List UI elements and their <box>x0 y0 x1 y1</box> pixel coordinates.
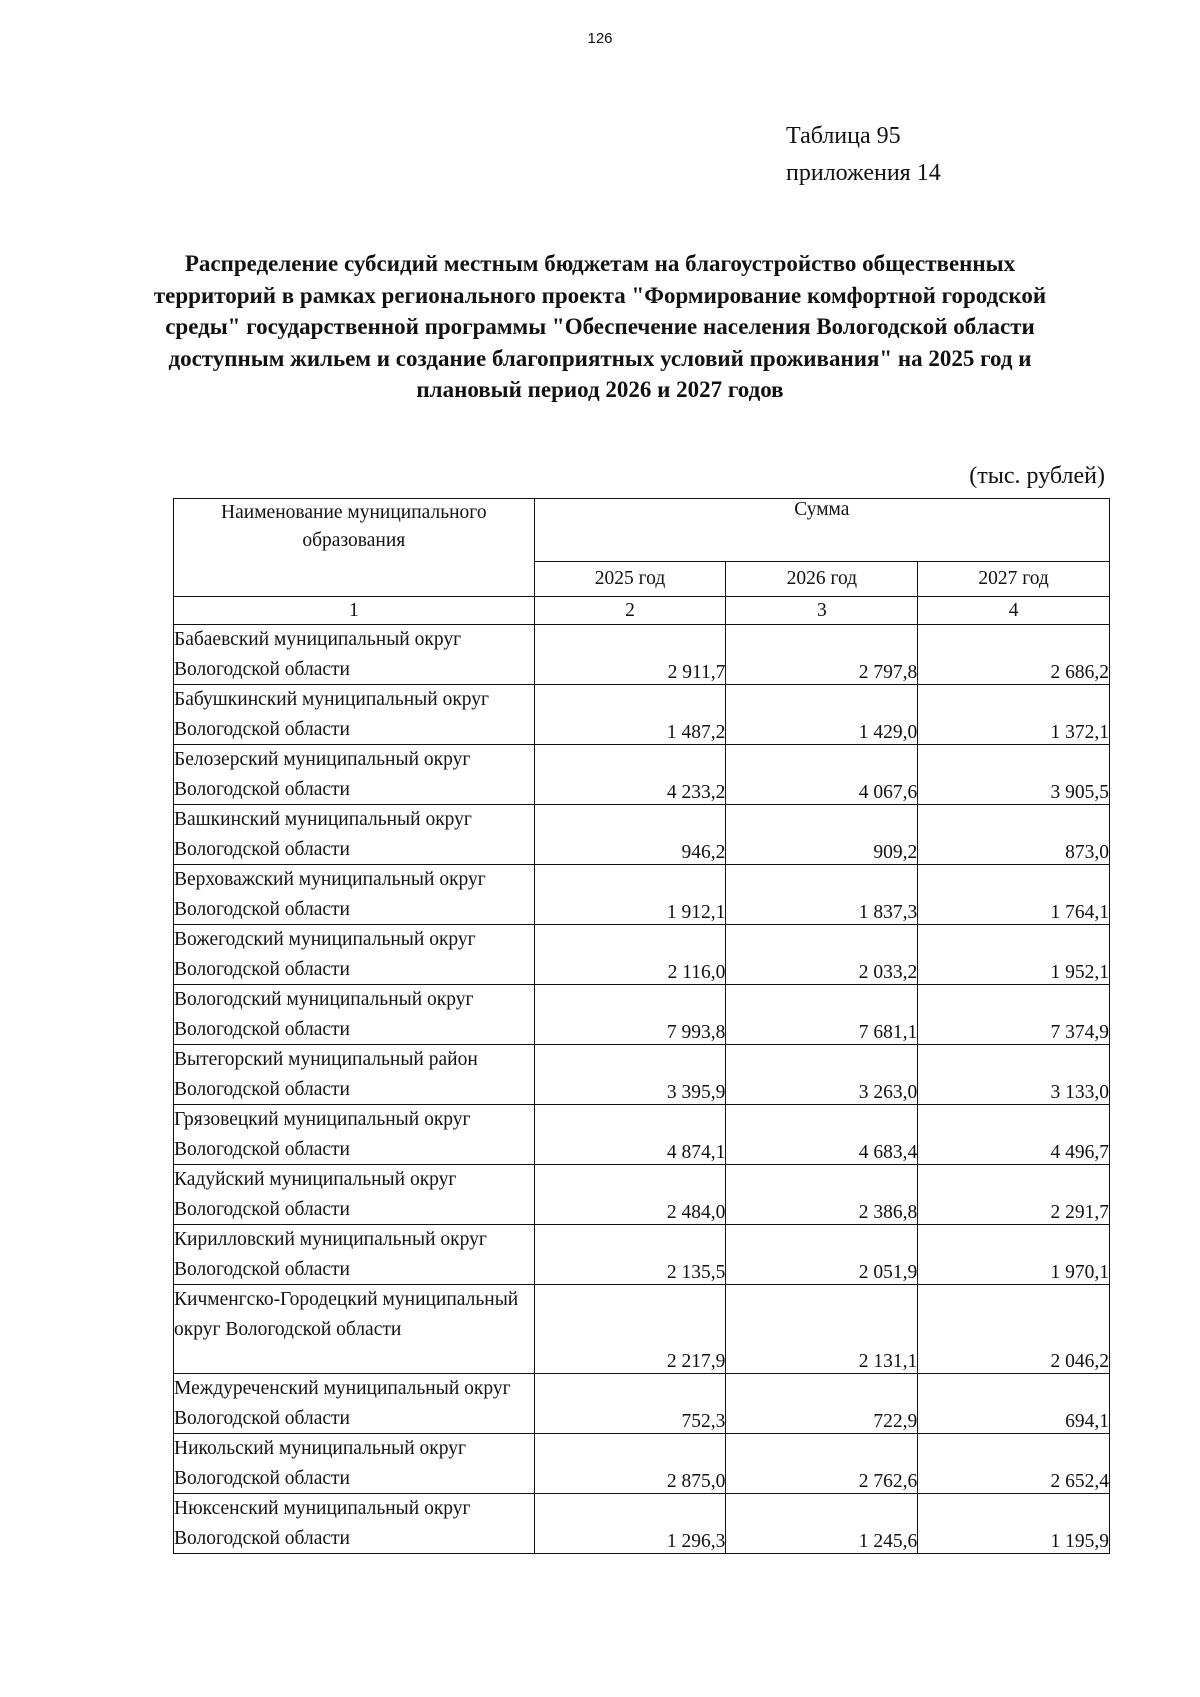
value-2027: 1 764,1 <box>918 865 1110 925</box>
value-2025: 3 395,9 <box>534 1045 726 1105</box>
municipality-name: Кадуйский муниципальный округ Вологодской области <box>174 1165 535 1225</box>
table-row <box>174 985 1110 1045</box>
municipality-name: Белозерский муниципальный округ Вологодской области <box>174 745 535 805</box>
value-2025: 7 993,8 <box>534 985 726 1045</box>
table-row <box>174 805 1110 865</box>
value-2026: 3 263,0 <box>726 1045 918 1105</box>
value-2025: 4 874,1 <box>534 1105 726 1165</box>
value-2026: 4 683,4 <box>726 1105 918 1165</box>
value-2025: 752,3 <box>534 1374 726 1434</box>
table-row <box>174 1434 1110 1494</box>
municipality-name: Кирилловский муниципальный округ Вологодской области <box>174 1225 535 1285</box>
header-year-2025: 2025 год <box>534 562 726 597</box>
value-2025: 1 487,2 <box>534 685 726 745</box>
table-number: Таблица 95 <box>786 123 901 149</box>
municipality-name: Верховажский муниципальный округ Вологодской области <box>174 865 535 925</box>
value-2027: 1 970,1 <box>918 1225 1110 1285</box>
municipality-name: Вожегодский муниципальный округ Вологодской области <box>174 925 535 985</box>
header-municipality: Наименование муниципального образования <box>174 499 535 597</box>
value-2026: 909,2 <box>726 805 918 865</box>
value-2025: 2 217,9 <box>534 1285 726 1374</box>
value-2026: 2 131,1 <box>726 1285 918 1374</box>
value-2025: 2 135,5 <box>534 1225 726 1285</box>
table-row <box>174 1285 1110 1374</box>
value-2026: 4 067,6 <box>726 745 918 805</box>
value-2026: 1 837,3 <box>726 865 918 925</box>
table-row <box>174 865 1110 925</box>
page-number: 126 <box>587 30 613 47</box>
value-2025: 946,2 <box>534 805 726 865</box>
value-2026: 2 386,8 <box>726 1165 918 1225</box>
header-year-2026: 2026 год <box>726 562 918 597</box>
table-reference <box>786 118 941 192</box>
value-2027: 1 952,1 <box>918 925 1110 985</box>
municipality-name: Никольский муниципальный округ Вологодской области <box>174 1434 535 1494</box>
subsidy-table <box>173 498 1110 1554</box>
value-2026: 1 429,0 <box>726 685 918 745</box>
table-row <box>174 1045 1110 1105</box>
table-row <box>174 1165 1110 1225</box>
table-row <box>174 745 1110 805</box>
value-2025: 4 233,2 <box>534 745 726 805</box>
value-2027: 1 195,9 <box>918 1494 1110 1554</box>
municipality-name: Вашкинский муниципальный округ Вологодской области <box>174 805 535 865</box>
column-number: 3 <box>726 597 918 625</box>
municipality-name: Вытегорский муниципальный район Вологодской области <box>174 1045 535 1105</box>
header-year-2027: 2027 год <box>918 562 1110 597</box>
municipality-name: Грязовецкий муниципальный округ Вологодской области <box>174 1105 535 1165</box>
municipality-name: Бабушкинский муниципальный округ Вологодской области <box>174 685 535 745</box>
units-label: (тыс. рублей) <box>969 463 1105 489</box>
value-2025: 2 116,0 <box>534 925 726 985</box>
value-2027: 3 133,0 <box>918 1045 1110 1105</box>
value-2026: 2 797,8 <box>726 625 918 685</box>
value-2026: 2 033,2 <box>726 925 918 985</box>
value-2027: 2 291,7 <box>918 1165 1110 1225</box>
value-2027: 2 686,2 <box>918 625 1110 685</box>
value-2026: 2 051,9 <box>726 1225 918 1285</box>
column-number: 1 <box>174 597 535 625</box>
header-sum: Сумма <box>534 499 1109 562</box>
value-2025: 2 875,0 <box>534 1434 726 1494</box>
municipality-name: Междуреченский муниципальный округ Вологодской области <box>174 1374 535 1434</box>
table-row <box>174 1374 1110 1434</box>
value-2025: 1 296,3 <box>534 1494 726 1554</box>
value-2026: 2 762,6 <box>726 1434 918 1494</box>
value-2027: 3 905,5 <box>918 745 1110 805</box>
value-2025: 1 912,1 <box>534 865 726 925</box>
table-row <box>174 1225 1110 1285</box>
column-number: 4 <box>918 597 1110 625</box>
table-row <box>174 1494 1110 1554</box>
value-2026: 722,9 <box>726 1374 918 1434</box>
municipality-name: Вологодский муниципальный округ Вологодской области <box>174 985 535 1045</box>
table-row <box>174 625 1110 685</box>
value-2025: 2 911,7 <box>534 625 726 685</box>
value-2027: 2 046,2 <box>918 1285 1110 1374</box>
value-2027: 4 496,7 <box>918 1105 1110 1165</box>
value-2027: 1 372,1 <box>918 685 1110 745</box>
appendix-reference: приложения 14 <box>786 160 941 186</box>
value-2025: 2 484,0 <box>534 1165 726 1225</box>
table-row <box>174 685 1110 745</box>
municipality-name: Бабаевский муниципальный округ Вологодской области <box>174 625 535 685</box>
document-title: Распределение субсидий местным бюджетам на благоустройство общественных территорий в рамках регионального проекта "Формирование комфортной городской среды" государственной программы "Обеспечение населения Вологодской области доступным жильем и создание благоприятных условий проживания" на 2025 год и плановый период 2026 и 2027 годов <box>153 251 1047 402</box>
municipality-name: Кичменгско-Городецкий муниципальный округ Вологодской области <box>174 1285 535 1374</box>
value-2026: 1 245,6 <box>726 1494 918 1554</box>
value-2027: 2 652,4 <box>918 1434 1110 1494</box>
value-2027: 873,0 <box>918 805 1110 865</box>
value-2027: 694,1 <box>918 1374 1110 1434</box>
table-row <box>174 925 1110 985</box>
value-2027: 7 374,9 <box>918 985 1110 1045</box>
table-row <box>174 1105 1110 1165</box>
value-2026: 7 681,1 <box>726 985 918 1045</box>
column-number: 2 <box>534 597 726 625</box>
municipality-name: Нюксенский муниципальный округ Вологодской области <box>174 1494 535 1554</box>
